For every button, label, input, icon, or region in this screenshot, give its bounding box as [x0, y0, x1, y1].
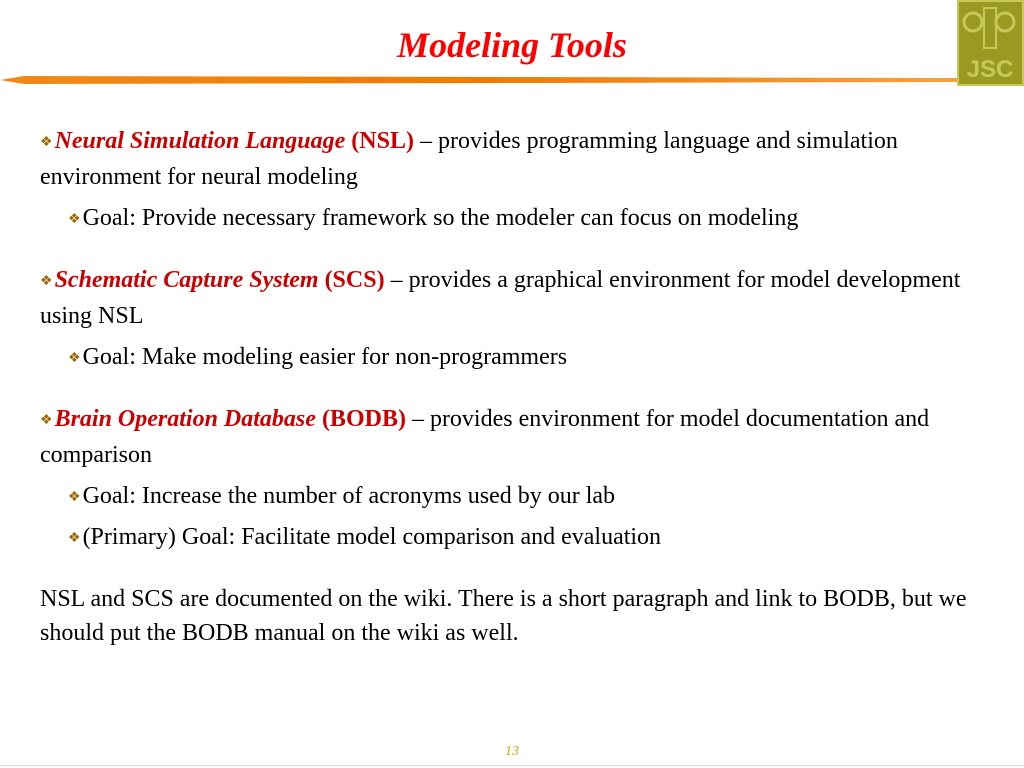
goal-bodb-1: Goal: Increase the number of acronyms used by our lab [82, 483, 616, 509]
section-bodb [40, 402, 990, 556]
diamond-bullet-icon: ❖ [40, 413, 53, 428]
section-nsl [40, 124, 990, 237]
goal-bodb-2: (Primary) Goal: Facilitate model comparison and evaluation [82, 524, 662, 550]
jsc-logo [957, 0, 1024, 86]
wiki-note: NSL and SCS are documented on the wiki. There is a short paragraph and link to BODB, but we should put the BODB manual on the wiki as well. [40, 586, 967, 646]
logo-lettering: JSC [966, 56, 1014, 83]
slide-content [40, 124, 990, 650]
desc-scs: – provides a graphical environment for model development using NSL [40, 267, 961, 329]
title-underline [0, 72, 960, 88]
diamond-bullet-icon: ❖ [68, 351, 81, 366]
footer-divider [0, 765, 1024, 766]
diamond-bullet-icon: ❖ [68, 212, 81, 227]
diamond-bullet-icon: ❖ [40, 274, 53, 289]
goal-nsl: Goal: Provide necessary framework so the modeler can focus on modeling [82, 205, 799, 231]
term-scs: Schematic Capture System [54, 267, 319, 293]
diamond-bullet-icon: ❖ [68, 531, 81, 546]
abbr-nsl: (NSL) [351, 128, 414, 154]
desc-bodb: – provides environment for model documentation and comparison [40, 406, 930, 468]
section-scs [40, 263, 990, 376]
goal-scs: Goal: Make modeling easier for non-programmers [82, 344, 568, 370]
abbr-bodb: (BODB) [321, 406, 406, 432]
desc-nsl: – provides programming language and simulation environment for neural modeling [40, 128, 898, 190]
slide-title: Modeling Tools [397, 25, 627, 65]
diamond-bullet-icon: ❖ [40, 135, 53, 150]
page-number: 13 [505, 744, 519, 759]
term-nsl: Neural Simulation Language [54, 128, 346, 154]
term-bodb: Brain Operation Database [54, 406, 316, 432]
abbr-scs: (SCS) [324, 267, 385, 293]
diamond-bullet-icon: ❖ [68, 490, 81, 505]
